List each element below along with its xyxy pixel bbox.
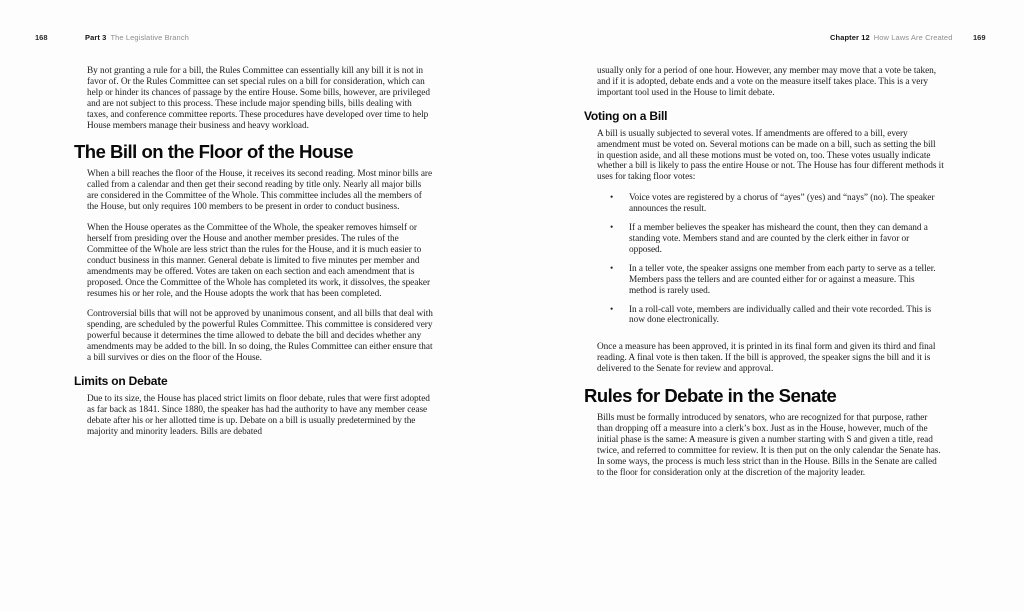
paragraph-second-reading: When a bill reaches the floor of the House, it receives its second reading. Most minor bills are called from a calendar and then get their second reading by title only. Nearly all major bills are considered in the Committee of the Whole. This committee includes all the members of the House, but only requires 100 members to be present in order to conduct business. [87,169,433,213]
running-head-left [85,33,189,42]
paragraph-limits-on-debate: Due to its size, the House has placed strict limits on floor debate, rules that were first adopted as far back as 1841. Since 1880, the speaker has had the authority to have any member cease debate after his or her allotted time is up. Debate on a bill is usually predetermined by the majority and minority leaders. Bills are debated [87,393,430,437]
vote-methods-list [597,193,944,326]
paragraph-voting-methods: A bill is usually subjected to several votes. If amendments are offered to a bill, every amendment must be voted on. Several motions can be made on a bill, such as setting the bill in question aside, and all these motions must be voted on, too. These votes usually indicate whether a bill is likely to pass the entire House or not. The House has four different methods it uses for taking floor votes: [597,128,944,183]
running-head-chapter-label: Chapter 12 [830,33,870,42]
paragraph-continued-one-hour: usually only for a period of one hour. However, any member may move that a vote be taken, and if it is adopted, debate ends and a vote on the measure itself takes place. This is a very important tool used in the House to limit debate. [597,66,937,98]
running-head-right [830,33,952,42]
paragraph-senate-bills: Bills must be formally introduced by senators, who are recognized for that purpose, rather than dropping off a measure into a clerk’s box. Just as in the House, however, much of the initial phase is the same: A measure is given a number starting with S and given a title, read twice, and referred to committee for review. It is then put on the only calendar the Senate has. In some ways, the process is much less strict than in the House. Bills in the Senate are called to the floor for consideration only at the discretion of the majority leader. [597,413,941,478]
right-page-column [584,66,944,488]
list-item-text: In a teller vote, the speaker assigns one member from each party to serve as a teller. Members pass the tellers and are counted either for or against a measure. This method is rarely used. [629,263,936,296]
list-item-standing-vote [610,223,944,256]
sub-heading-voting-on-a-bill: Voting on a Bill [584,108,668,123]
running-head-chapter-title: How Laws Are Created [873,33,953,42]
list-item-voice-vote [610,193,944,215]
list-item-teller-vote [610,263,944,297]
list-item-text: Voice votes are registered by a chorus of “ayes” (yes) and “nays” (no). The speaker announces the result. [629,193,935,215]
paragraph-committee-of-whole: When the House operates as the Committee of the Whole, the speaker removes himself or herself from presiding over the House and another member presides. The rules of the Committee of the Whole are less strict than the rules for the House, and it is much easier to conduct business in this manner. General debate is limited to five minutes per member and amendments may be offered. Votes are taken on each section and each amendment that is proposed. Once the Committee of the Whole has completed its work, it dissolves, the speaker resumes his or her role, and the House adopts the work that has been completed. [87,223,431,299]
bullet-icon: • [610,304,614,315]
list-item-text: In a roll-call vote, members are individually called and their vote recorded. This is now done electronically. [629,304,932,326]
paragraph-measure-approved: Once a measure has been approved, it is printed in its final form and given its third and final reading. A final vote is then taken. If the bill is approved, the speaker signs the bill and it is delivered to the Senate for review and approval. [597,342,936,375]
sub-heading-limits-on-debate: Limits on Debate [74,373,168,388]
bullet-icon: • [610,263,614,274]
paragraph-rules-committee: By not granting a rule for a bill, the Rules Committee can essentially kill any bill it is not in favor of. Or the Rules Committee can set special rules on a bill for consideration, which can help or hinder its chances of passage by the entire House. Some bills, however, are privileged and are not subject to this process. These include major spending bills, bills dealing with taxes, and conference committee reports. These procedures have developed over time to help House members manage their business and heavy workload. [87,66,430,131]
left-page-column [74,66,434,448]
section-heading-senate-debate: Rules for Debate in the Senate [584,385,837,407]
section-heading-bill-on-floor: The Bill on the Floor of the House [74,141,353,163]
running-head-part-label: Part 3 [85,33,107,42]
list-item-text: If a member believes the speaker has misheard the count, then they can demand a standing vote. Members stand and are counted by the clerk either in favor or opposed. [629,223,928,255]
page-number-right: 169 [973,33,986,42]
page-number-left: 168 [35,33,48,42]
bullet-icon: • [610,193,614,204]
paragraph-controversial-bills: Controversial bills that will not be approved by unanimous consent, and all bills that deal with spending, are scheduled by the powerful Rules Committee. This committee is considered very powerful because it determines the time allowed to debate the bill and decides whether any amendments may be added to the bill. In so doing, the Rules Committee can either ensure that a bill survives or dies on the floor of the House. [87,309,433,364]
list-item-roll-call-vote [610,304,944,327]
running-head-part-title: The Legislative Branch [110,33,189,42]
bullet-icon: • [610,223,614,234]
